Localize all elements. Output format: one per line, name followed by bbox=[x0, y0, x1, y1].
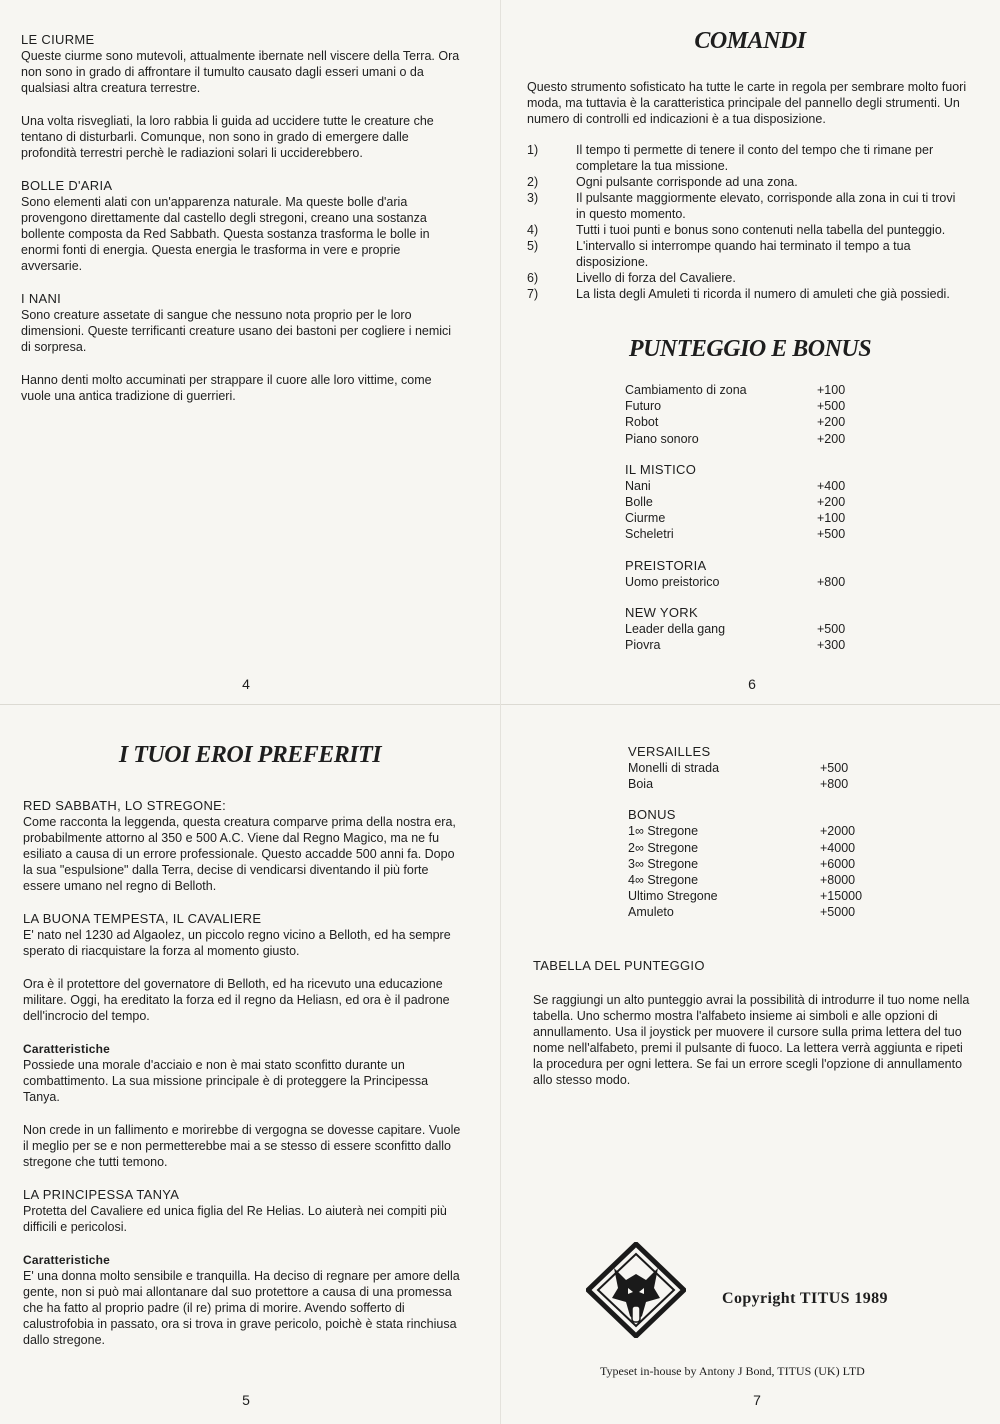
comandi-intro: Questo strumento sofisticato ha tutte le carte in regola per sembrare molto fuori moda, ma tuttavia è la caratteristica principale del pannello degli strumenti. Un numero di controlli ed indicazioni è a tua disposizione. bbox=[527, 80, 967, 126]
score-row bbox=[625, 621, 945, 637]
score-row bbox=[625, 637, 945, 653]
punteggio-title: PUNTEGGIO E BONUS bbox=[628, 336, 872, 362]
cavaliere-caratteristiche-heading: Caratteristiche bbox=[23, 1042, 111, 1056]
command-text: Ogni pulsante corrisponde ad una zona. bbox=[576, 175, 798, 189]
page-number: 4 bbox=[242, 676, 250, 692]
titus-fox-logo-icon bbox=[586, 1242, 686, 1338]
command-item bbox=[527, 142, 967, 174]
score-row bbox=[625, 431, 945, 447]
command-text: Livello di forza del Cavaliere. bbox=[576, 271, 736, 285]
ciurme-paragraph: Queste ciurme sono mutevoli, attualmente ibernate nell viscere della Terra. Ora non sono in grado di affrontare il tumulto causato dagli esseri umani o da qualsiasi altra creatura terrestre. bbox=[21, 49, 460, 95]
command-number: 6) bbox=[527, 271, 539, 285]
ciurme-heading: LE CIURME bbox=[21, 32, 95, 47]
comandi-title: COMANDI bbox=[694, 28, 806, 54]
score-label: Uomo preistorico bbox=[625, 574, 720, 589]
typeset-credit: Typeset in-house by Antony J Bond, TITUS (UK) LTD bbox=[600, 1364, 865, 1378]
score-value: +300 bbox=[817, 638, 846, 653]
score-label: Futuro bbox=[625, 399, 662, 414]
command-number: 1) bbox=[527, 143, 539, 157]
cavaliere-heading: LA BUONA TEMPESTA, IL CAVALIERE bbox=[23, 911, 262, 926]
score-label: 4∞ Stregone bbox=[628, 873, 699, 888]
score-label: Piano sonoro bbox=[625, 431, 699, 446]
eroi-title: I TUOI EROI PREFERITI bbox=[118, 742, 382, 768]
score-group-heading: NEW YORK bbox=[625, 604, 698, 620]
bolle-heading: BOLLE D'ARIA bbox=[21, 178, 113, 193]
score-label: Cambiamento di zona bbox=[625, 383, 747, 397]
score-label: 2∞ Stregone bbox=[628, 840, 699, 855]
score-value: +8000 bbox=[820, 873, 856, 888]
command-number: 4) bbox=[527, 223, 539, 237]
copyright-text: Copyright TITUS 1989 bbox=[722, 1290, 888, 1307]
command-item bbox=[527, 286, 967, 302]
score-value: +200 bbox=[817, 495, 846, 510]
score-value: +500 bbox=[817, 399, 846, 414]
tanya-paragraph: Protetta del Cavaliere ed unica figlia del Re Helias. Lo aiuterà nei compiti più difficili e pericolosi. bbox=[23, 1204, 447, 1234]
page-6 bbox=[500, 0, 1000, 700]
score-group bbox=[625, 558, 945, 590]
ciurme-paragraph: Una volta risvegliati, la loro rabbia li guida ad uccidere tutte le creature che tentano di disturbarli. Comunque, non sono in grado di emergere dalle profondità terrestri perchè le radiazioni solari li ucciderebbero. bbox=[21, 114, 434, 160]
score-label: Scheletri bbox=[625, 527, 674, 542]
command-item bbox=[527, 190, 967, 222]
score-row bbox=[625, 398, 945, 414]
tanya-caratteristiche-heading: Caratteristiche bbox=[23, 1253, 111, 1267]
page-5-column bbox=[23, 798, 463, 1365]
cavaliere-paragraph: E' nato nel 1230 ad Algaolez, un piccolo regno vicino a Belloth, ed ha sempre sperato di riacquistare la forza al momento giusto. bbox=[23, 928, 451, 958]
command-text: Il pulsante maggiormente elevato, corrisponde alla zona in cui ti trovi in questo momento. bbox=[576, 191, 956, 221]
command-list bbox=[527, 142, 967, 302]
command-text: L'intervallo si interrompe quando hai terminato il tempo a tua disposizione. bbox=[576, 239, 911, 269]
score-value: +500 bbox=[817, 621, 846, 636]
score-group bbox=[625, 462, 945, 543]
score-row bbox=[628, 776, 948, 792]
score-row bbox=[628, 904, 948, 920]
score-label: Amuleto bbox=[628, 905, 674, 920]
bolle-section bbox=[21, 178, 461, 274]
score-group bbox=[625, 382, 945, 447]
command-item bbox=[527, 174, 967, 190]
command-number: 2) bbox=[527, 175, 539, 189]
command-text: Tutti i tuoi punti e bonus sono contenuti nella tabella del punteggio. bbox=[576, 223, 946, 237]
score-label: Ultimo Stregone bbox=[628, 889, 718, 904]
score-row bbox=[628, 888, 948, 904]
score-value: +500 bbox=[817, 527, 846, 542]
page-number: 5 bbox=[242, 1392, 250, 1408]
bolle-paragraph: Sono elementi alati con un'apparenza naturale. Ma queste bolle d'aria provengono direttamente dal castello degli stregoni, creano una sostanza bollente composta da Red Sabbath. Questa sostanza trasforma le bolle in enormi fonti di energia. Questa energia le trasforma in vere e proprie avversarie. bbox=[21, 195, 430, 273]
score-group-heading: IL MISTICO bbox=[625, 461, 697, 477]
score-value: +400 bbox=[817, 478, 846, 493]
nani-paragraph: Hanno denti molto accuminati per strappare il cuore alle loro vittime, come vuole una antica tradizione di guerrieri. bbox=[21, 373, 432, 403]
score-value: +200 bbox=[817, 415, 846, 430]
tabella-heading: TABELLA DEL PUNTEGGIO bbox=[533, 958, 705, 973]
page-5 bbox=[0, 710, 500, 1424]
score-label: Piovra bbox=[625, 638, 661, 653]
cavaliere-caratteristiche-paragraph: Possiede una morale d'acciaio e non è mai stato sconfitto durante un combattimento. La sua missione principale è di proteggere la Principessa Tanya. bbox=[23, 1058, 429, 1104]
score-row bbox=[628, 760, 948, 776]
score-value: +800 bbox=[820, 777, 849, 792]
red-sabbath-paragraph: Come racconta la leggenda, questa creatura comparve prima della nostra era, probabilmente attorno al 350 e 500 A.C. Viene dal Regno Magico, ma ne fu esiliato a causa di un errore professionale. Questo accadde 500 anni fa. Dopo la sua "espulsione" dalla Terra, decise di vendicarsi diventando il più forte essere umano nel regno di Belloth. bbox=[23, 815, 456, 893]
score-group-heading: VERSAILLES bbox=[628, 744, 711, 759]
tabella-paragraph: Se raggiungi un alto punteggio avrai la possibilità di introdurre il tuo nome nella tabella. Uno schermo mostra l'alfabeto insieme ai simboli e alle opzioni di annullamento. Usa il joystick per muovere il cursore sulla prima lettera del tuo nome nell'alfabeto, premi il pulsante di fuoco. La lettera verrà aggiunta e ripeti la procedura per ogni lettera. Se fai un errore scegli l'opzione di annullamento allo stesso modo. bbox=[533, 993, 970, 1087]
score-value: +6000 bbox=[820, 856, 856, 871]
score-group bbox=[628, 807, 948, 920]
score-value: +2000 bbox=[820, 824, 856, 839]
score-group-heading: PREISTORIA bbox=[625, 557, 707, 573]
page-4 bbox=[0, 0, 500, 700]
score-label: Leader della gang bbox=[625, 621, 726, 636]
score-value: +100 bbox=[817, 511, 846, 526]
score-label: Monelli di strada bbox=[628, 761, 720, 775]
command-item bbox=[527, 238, 967, 270]
score-group bbox=[628, 744, 948, 792]
nani-heading: I NANI bbox=[21, 291, 62, 306]
score-row bbox=[625, 574, 945, 590]
page-number: 6 bbox=[748, 676, 756, 692]
score-table-continued bbox=[628, 744, 948, 936]
score-value: +800 bbox=[817, 574, 846, 589]
score-row bbox=[625, 382, 945, 398]
score-label: Nani bbox=[625, 478, 651, 493]
score-value: +500 bbox=[820, 761, 849, 775]
score-row bbox=[625, 526, 945, 542]
command-text: Il tempo ti permette di tenere il conto del tempo che ti rimane per completare la tua missione. bbox=[576, 143, 934, 173]
command-number: 7) bbox=[527, 287, 539, 301]
score-label: Bolle bbox=[625, 495, 653, 510]
score-row bbox=[628, 872, 948, 888]
nani-section bbox=[21, 291, 461, 404]
score-label: Ciurme bbox=[625, 511, 666, 526]
page-7 bbox=[500, 710, 1000, 1424]
score-row bbox=[625, 494, 945, 510]
nani-paragraph: Sono creature assetate di sangue che nessuno nota proprio per le loro dimensioni. Queste terrificanti creature usano dei bastoni per cogliere i nemici di sorpresa. bbox=[21, 308, 452, 354]
score-row bbox=[628, 856, 948, 872]
cavaliere-paragraph: Ora è il protettore del governatore di Belloth, ed ha ricevuto una educazione militare. Oggi, ha ereditato la forza ed il regno da Heliasn, ed ora è il padrone dell'incrocio del tempo. bbox=[23, 977, 450, 1023]
page-4-column bbox=[21, 32, 461, 421]
score-row bbox=[628, 840, 948, 856]
tanya-caratteristiche-paragraph: E' una donna molto sensibile e tranquilla. Ha deciso di regnare per amore della gente, non si può mai allontanare dal suo protettore a causa di una promessa che ha fatto al proprio padre (il re) prima di morire. Avendo sofferto di calustrofobia in passato, ora si trova in grave pericolo, poichè è stata rinchiusa dallo stregone. bbox=[23, 1269, 460, 1347]
score-row bbox=[628, 823, 948, 839]
command-number: 3) bbox=[527, 191, 539, 205]
tanya-heading: LA PRINCIPESSA TANYA bbox=[23, 1187, 180, 1202]
score-group-heading: BONUS bbox=[628, 807, 676, 823]
score-value: +15000 bbox=[820, 889, 863, 904]
score-group bbox=[625, 605, 945, 653]
score-table bbox=[625, 382, 945, 668]
command-number: 5) bbox=[527, 239, 539, 253]
score-label: 1∞ Stregone bbox=[628, 824, 699, 839]
red-sabbath-heading: RED SABBATH, LO STREGONE: bbox=[23, 798, 227, 813]
command-item bbox=[527, 222, 967, 238]
score-label: 3∞ Stregone bbox=[628, 856, 699, 871]
score-value: +100 bbox=[817, 383, 846, 397]
score-row bbox=[625, 510, 945, 526]
ciurme-section bbox=[21, 32, 461, 161]
score-label: Boia bbox=[628, 777, 654, 792]
score-value: +200 bbox=[817, 431, 846, 446]
page-number: 7 bbox=[753, 1392, 761, 1408]
score-value: +4000 bbox=[820, 840, 856, 855]
score-label: Robot bbox=[625, 415, 659, 430]
score-value: +5000 bbox=[820, 905, 856, 920]
score-row bbox=[625, 414, 945, 430]
score-row bbox=[625, 478, 945, 494]
command-item bbox=[527, 270, 967, 286]
command-text: La lista degli Amuleti ti ricorda il numero di amuleti che già possiedi. bbox=[576, 287, 950, 301]
cavaliere-caratteristiche-paragraph: Non crede in un fallimento e morirebbe di vergogna se dovesse capitare. Vuole il meglio per se e non permetterebbe mai a se stesso di essere sconfitto dallo stregone che tutti temono. bbox=[23, 1123, 461, 1169]
